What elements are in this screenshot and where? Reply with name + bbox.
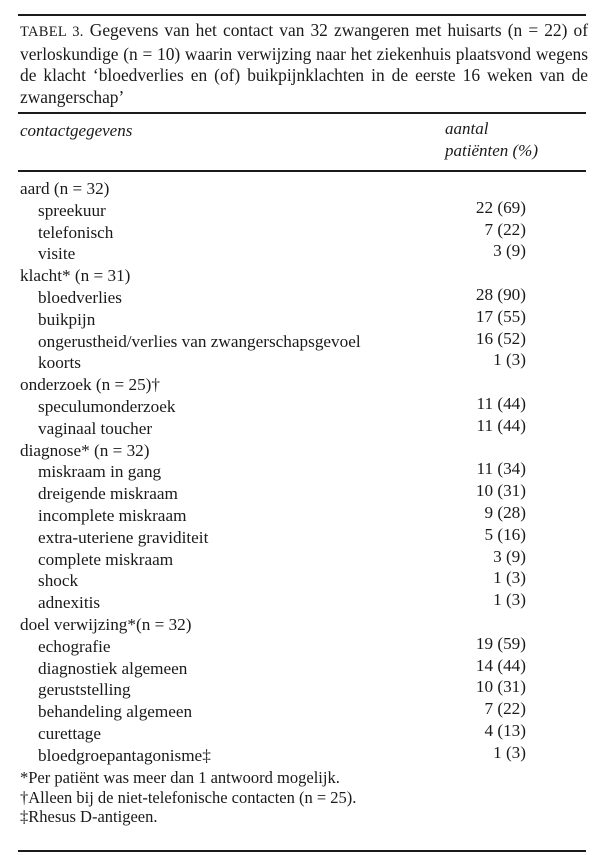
table-row	[20, 592, 580, 614]
row-value: 1 (3)	[493, 568, 526, 588]
row-label: adnexitis	[38, 593, 101, 613]
row-value: 4 (13)	[484, 720, 526, 740]
table-caption	[20, 20, 588, 108]
footnote: *Per patiënt was meer dan 1 antwoord mogelijk.	[20, 768, 340, 787]
footnotes	[20, 768, 356, 827]
row-value: 10 (31)	[475, 481, 526, 501]
row-value: 17 (55)	[475, 306, 526, 326]
row-value: 22 (69)	[475, 197, 526, 217]
row-value: 7 (22)	[484, 699, 526, 719]
column-header-aantal-line2: patiënten (%)	[445, 141, 538, 160]
table-row	[20, 352, 580, 374]
row-value: 7 (22)	[484, 219, 526, 239]
row-label: echografie	[38, 636, 111, 656]
row-value: 9 (28)	[484, 502, 526, 522]
row-label: complete miskraam	[38, 549, 174, 569]
row-value: 19 (59)	[475, 633, 526, 653]
row-label: curettage	[38, 723, 101, 743]
row-value: 3 (9)	[493, 546, 526, 566]
row-label: behandeling algemeen	[38, 702, 193, 722]
footnote: †Alleen bij de niet-telefonische contacten (n = 25).	[20, 787, 357, 807]
group-label: doel verwijzing*(n = 32)	[20, 614, 192, 634]
row-label: spreekuur	[38, 200, 106, 220]
row-label: buikpijn	[38, 309, 96, 329]
row-label: koorts	[38, 353, 81, 373]
row-label: incomplete miskraam	[38, 505, 187, 525]
row-value: 5 (16)	[484, 524, 526, 544]
row-label: geruststelling	[38, 680, 131, 700]
row-label: telefonisch	[38, 222, 114, 242]
group-label: klacht* (n = 31)	[20, 266, 131, 286]
row-value: 28 (90)	[475, 284, 526, 304]
column-header-aantal	[445, 118, 538, 161]
row-label: extra-uteriene graviditeit	[38, 527, 209, 547]
row-value: 11 (44)	[476, 393, 526, 413]
row-label: bloedgroepantagonisme‡	[38, 745, 211, 765]
table-row	[20, 415, 580, 440]
row-value: 1 (3)	[493, 742, 526, 762]
row-value: 11 (44)	[476, 415, 526, 435]
row-value: 3 (9)	[493, 241, 526, 261]
bottom-rule	[18, 850, 586, 852]
table-body	[20, 178, 580, 767]
row-label: dreigende miskraam	[38, 484, 178, 504]
row-label: visite	[38, 244, 76, 264]
caption-text: Gegevens van het contact van 32 zwangeren met huisarts (n = 22) of verloskundige (n = 10) waarin verwijzing naar het ziekenhuis plaatsvond wegens de klacht ‘bloedverlies en (of) buikpijnklachten in de eerste 16 weken van de zwangerschap’	[20, 20, 588, 107]
group-label: onderzoek (n = 25)†	[20, 375, 160, 395]
column-header-contactgegevens: contactgegevens	[20, 121, 133, 140]
group-label: aard (n = 32)	[20, 179, 110, 198]
row-label: bloedverlies	[38, 287, 122, 307]
table-row	[20, 243, 580, 265]
group-label: diagnose* (n = 32)	[20, 440, 150, 460]
row-label: diagnostiek algemeen	[38, 658, 188, 678]
row-label: miskraam in gang	[38, 462, 162, 482]
row-label: speculumonderzoek	[38, 396, 176, 416]
row-value: 16 (52)	[475, 328, 526, 348]
footnote: ‡Rhesus D-antigeen.	[20, 807, 158, 826]
row-value: 11 (34)	[476, 459, 526, 479]
column-header-aantal-line1: aantal	[445, 119, 489, 138]
row-value: 1 (3)	[493, 590, 526, 610]
row-value: 10 (31)	[475, 677, 526, 697]
row-value: 14 (44)	[475, 655, 526, 675]
row-label: shock	[38, 571, 79, 591]
row-label: ongerustheid/verlies van zwangerschapsgevoel	[38, 331, 361, 351]
top-rule	[18, 14, 586, 16]
row-value: 1 (3)	[493, 350, 526, 370]
row-label: vaginaal toucher	[38, 418, 153, 438]
table-row	[20, 742, 580, 767]
caption-rule	[18, 112, 586, 114]
caption-label: TABEL 3.	[20, 24, 84, 40]
header-rule	[18, 170, 586, 172]
